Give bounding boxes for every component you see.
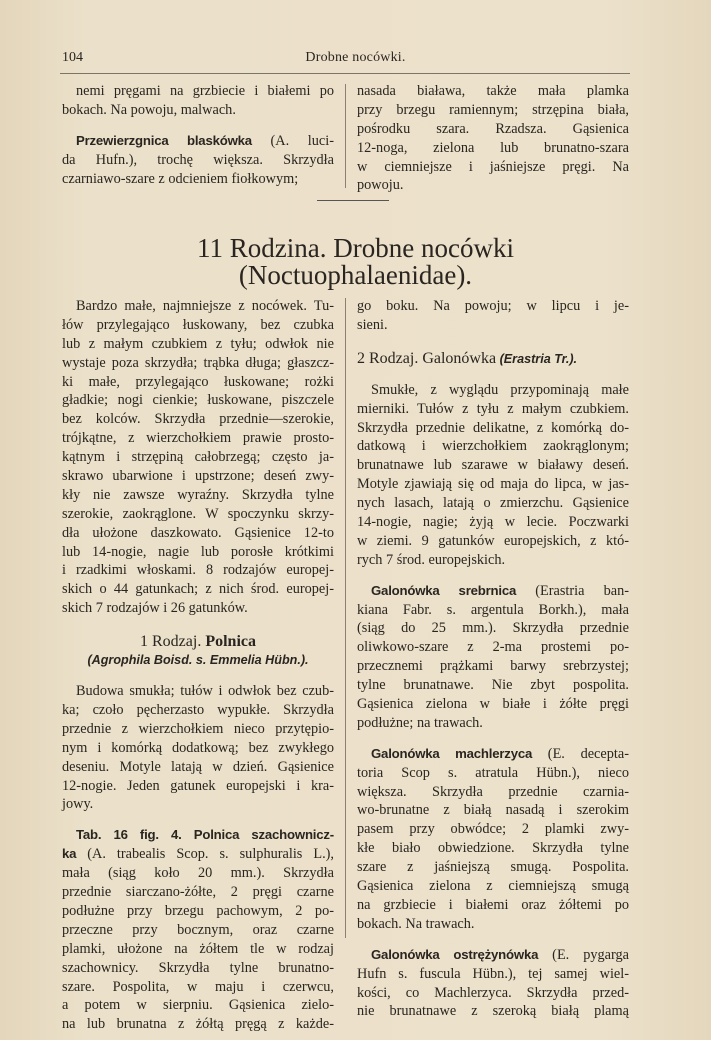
- text-line: lub 14-nogie, nagie lub porosłe krótkimi: [62, 543, 334, 560]
- chapter-title: 11 Rodzina. Drobne nocówki: [197, 233, 514, 263]
- text-line: Motyle zjawiają się od maja do lipca, w jas-: [357, 476, 629, 493]
- text-line: nasada biaława, także mała plamka: [357, 83, 629, 99]
- text-line: skich o 44 gatunkach; z nich środ. europej-: [62, 581, 334, 598]
- text-line: wystaje poza skrzydła; trąbka długa; głaszcz-: [62, 354, 334, 371]
- text-line: oliwkowo-szare z 2-ma prostemi po-: [357, 639, 629, 656]
- text-line: na grzbiecie i białemi oraz żółtemi po: [357, 896, 629, 913]
- text-line: większa. Skrzydła przednie czarnia-: [357, 783, 629, 800]
- paragraph: [62, 826, 334, 1034]
- text-segment: (E. decepta-: [532, 745, 629, 762]
- species-name: ka: [62, 846, 77, 862]
- text-line: Skrzydła przednie delikatne, z komórką do-: [357, 419, 629, 436]
- paragraph: [62, 82, 334, 120]
- species-name: Galonówka srebrnica: [371, 582, 517, 598]
- genus-rank: 2 Rodzaj.: [357, 349, 423, 367]
- text-segment: (A. luci-: [251, 132, 334, 149]
- text-line: (siąg do 25 mm.). Skrzydła przednie: [357, 620, 629, 637]
- text-line: kłe biało obwiedzione. Skrzydła tylne: [357, 840, 629, 857]
- genus-heading: [62, 632, 334, 651]
- text-line: szerokie, zaokrąglone. W spoczynku skrzy-: [62, 505, 334, 522]
- text-line: na lub brunatna z żółtą pręgą z każde-: [62, 1016, 334, 1033]
- paragraph: [357, 381, 629, 570]
- text-line: i rzadkimi włoskami. 8 rodzajów europej-: [62, 562, 334, 579]
- text-line: Gąsienica zielona z ciemniejszą smugą: [357, 878, 629, 895]
- genus-name: Polnica: [205, 633, 256, 651]
- species-name: Galonówka ostrężynówka: [371, 946, 539, 962]
- text-line: czarniawo-szare z odcieniem fiołkowym;: [62, 170, 299, 187]
- text-line: szare z jaśniejszą smugą. Pospolita.: [357, 859, 629, 876]
- text-line: nych lasach, latają o zmierzchu. Gąsienice: [357, 495, 629, 512]
- text-line: przednie siarczano-żółte, 2 pręgi czarne: [62, 884, 334, 901]
- text-line: 12-noga, zielona lub brunatno-szara: [357, 139, 629, 156]
- genus-latin-name: [62, 651, 334, 670]
- text-line: da Hufn.), trochę większa. Skrzydła: [62, 151, 334, 168]
- text-line: Gąsienica zielona w białe i żółte pręgi: [357, 696, 629, 713]
- text-line: [357, 946, 629, 965]
- text-line: a potem w sierpniu. Gąsienica zielo-: [62, 997, 334, 1014]
- page-number: 104: [62, 50, 83, 65]
- text-line: brunatnawe lub szarawe w białawy deseń.: [357, 457, 629, 474]
- text-line: kiana Fabr. s. argentula Borkh.), mała: [357, 601, 629, 618]
- body-left-column: [62, 297, 334, 1034]
- text-line: [357, 582, 629, 601]
- text-line: datkową i wierzchołkiem zaokrąglonym;: [357, 438, 629, 455]
- paragraph: [357, 745, 629, 934]
- text-line: tylne brunatnawe. Nie zbyt pospolita.: [357, 677, 629, 694]
- text-line: podłużne przy brzegu pachowym, 2 po-: [62, 902, 334, 919]
- text-line: podłużne; na trawach.: [357, 714, 483, 731]
- text-line: gładkie; nogi cienkie; łuskowane, piszczele: [62, 392, 334, 409]
- genus-latin: (Erastria Tr.).: [496, 351, 578, 366]
- paragraph: [62, 682, 334, 814]
- paragraph: [357, 349, 629, 369]
- text-line: trójkątne, z wierzchołkiem prawie prosto-: [62, 430, 334, 447]
- text-line: nemi pręgami na grzbiecie i białemi po: [76, 83, 334, 99]
- text-line: łów przylegająco łuskowany, bez czubka: [62, 316, 334, 333]
- text-line: [62, 132, 334, 151]
- paragraph: [62, 132, 334, 189]
- text-line: pośrodku szara. Rzadsza. Gąsienica: [357, 120, 629, 137]
- text-line: Budowa smukła; tułów i odwłok bez czub-: [76, 683, 334, 700]
- text-line: ka; czoło pęcherzasto wypukłe. Skrzydła: [62, 702, 334, 719]
- text-line: lub z małym czubkiem z tyłu; odwłok nie: [62, 335, 334, 352]
- text-line: skich 7 rodzajów i 26 gatunków.: [62, 600, 248, 617]
- text-line: sieni.: [357, 316, 388, 333]
- text-line: nie brunatnawe z szeroką białą plamą: [357, 1003, 629, 1020]
- section-rule: [317, 200, 389, 201]
- text-line: bez kolców. Skrzydła przednie—szerokie,: [62, 411, 334, 428]
- paragraph: [357, 297, 629, 335]
- text-segment: (Erastria ban-: [516, 582, 629, 599]
- text-line: 12-nogie. Jeden gatunek europejski i kra-: [62, 777, 334, 794]
- header-rule: [60, 73, 630, 74]
- genus-name: Galonówka: [422, 349, 497, 367]
- text-line: szachownicy. Skrzydła tylne brunatno-: [62, 959, 334, 976]
- text-line: toria Scop s. atratula Hübn.), nieco: [357, 764, 629, 781]
- text-line: [62, 845, 334, 864]
- text-line: 14-nogie, nagie; żyją w lecie. Poczwarki: [357, 514, 629, 531]
- text-line: mierniki. Tułów z tyłu z małym czubkiem.: [357, 400, 629, 417]
- text-line: bokach. Na powoju, malwach.: [62, 101, 236, 118]
- text-line: Hufn s. fuscula Hübn.), tej samej wiel-: [357, 965, 629, 982]
- text-line: ki małe, przylegająco łuskowane; rożki: [62, 373, 334, 390]
- species-name: Tab. 16 fig. 4. Polnica szachownicz-: [76, 827, 334, 843]
- genus-heading: [357, 349, 629, 369]
- text-line: przy brzegu ramiennym; strzępina biała,: [357, 101, 629, 118]
- text-line: kły nie zawsze wyraźny. Skrzydła tylne: [62, 486, 334, 503]
- text-line: pasem przy obwódce; 2 plamki zwy-: [357, 821, 629, 838]
- paragraph: [62, 632, 334, 670]
- text-line: Bardzo małe, najmniejsze z nocówek. Tu-: [76, 298, 334, 314]
- species-name: Przewierzgnica blaskówka: [76, 132, 252, 148]
- paragraph: [357, 82, 629, 195]
- text-line: go boku. Na powoju; w lipcu i je-: [357, 298, 629, 314]
- text-line: mała (siąg koło 20 mm.). Skrzydła: [62, 865, 334, 882]
- text-line: nym i komórką dodatkową; bez zwykłego: [62, 739, 334, 756]
- text-line: wo-brunatne z białą nasadą i szerokim: [357, 802, 629, 819]
- text-line: [357, 745, 629, 764]
- paragraph: [357, 582, 629, 733]
- text-line: Smukłe, z wyglądu przypominają małe: [371, 381, 629, 398]
- body-right-column: [357, 297, 629, 1021]
- text-segment: (A. trabealis Scop. s. sulphuralis L.),: [76, 846, 334, 863]
- text-line: szare. Pospolita, w maju i czerwcu,: [62, 978, 334, 995]
- text-line: rych 7 środ. europejskich.: [357, 551, 506, 568]
- text-line: kątnym i strzępiną całobrzegą; często ja-: [62, 449, 334, 466]
- text-line: plamki, ułożone na żółtem tle w rodzaj: [62, 940, 334, 957]
- genus-rank: 1 Rodzaj.: [140, 633, 206, 651]
- top-right-column: [357, 82, 629, 195]
- text-segment: (E. pygarga: [538, 946, 629, 963]
- text-line: w ciemniejsze i jaśniejsze pręgi. Na: [357, 158, 629, 175]
- running-head: Drobne nocówki.: [305, 50, 406, 65]
- text-line: powoju.: [357, 177, 404, 194]
- text-line: kości, co Machlerzyca. Skrzydła przed-: [357, 984, 629, 1001]
- paragraph: [357, 946, 629, 1022]
- text-line: przecznemi prążkami barwy srebrzystej;: [357, 658, 629, 675]
- text-line: w ziemi. 9 gatunków europejskich, z któ-: [357, 532, 629, 549]
- text-line: przednie z wierzchołkiem nieco przytępio-: [62, 720, 334, 737]
- text-line: jowy.: [62, 796, 94, 813]
- column-divider: [345, 84, 346, 188]
- text-line: dła ułożone daszkowato. Gąsienice 12-to: [62, 524, 334, 541]
- text-line: bokach. Na trawach.: [357, 915, 475, 932]
- top-left-column: [62, 82, 334, 188]
- genus-latin: (Agrophila Boisd. s. Emmelia Hübn.).: [87, 653, 309, 668]
- chapter-subtitle: (Noctuophalaenidae).: [238, 260, 473, 290]
- column-divider: [345, 298, 346, 938]
- text-line: skrawo ubarwione i upstrzone; deseń zwy-: [62, 468, 334, 485]
- text-line: deseniu. Motyle latają w dzień. Gąsienice: [62, 758, 334, 775]
- species-name: Galonówka machlerzyca: [371, 745, 533, 761]
- text-line: [62, 826, 334, 845]
- paragraph: [62, 297, 334, 618]
- text-line: przeczne przy bocznym, oraz czarne: [62, 921, 334, 938]
